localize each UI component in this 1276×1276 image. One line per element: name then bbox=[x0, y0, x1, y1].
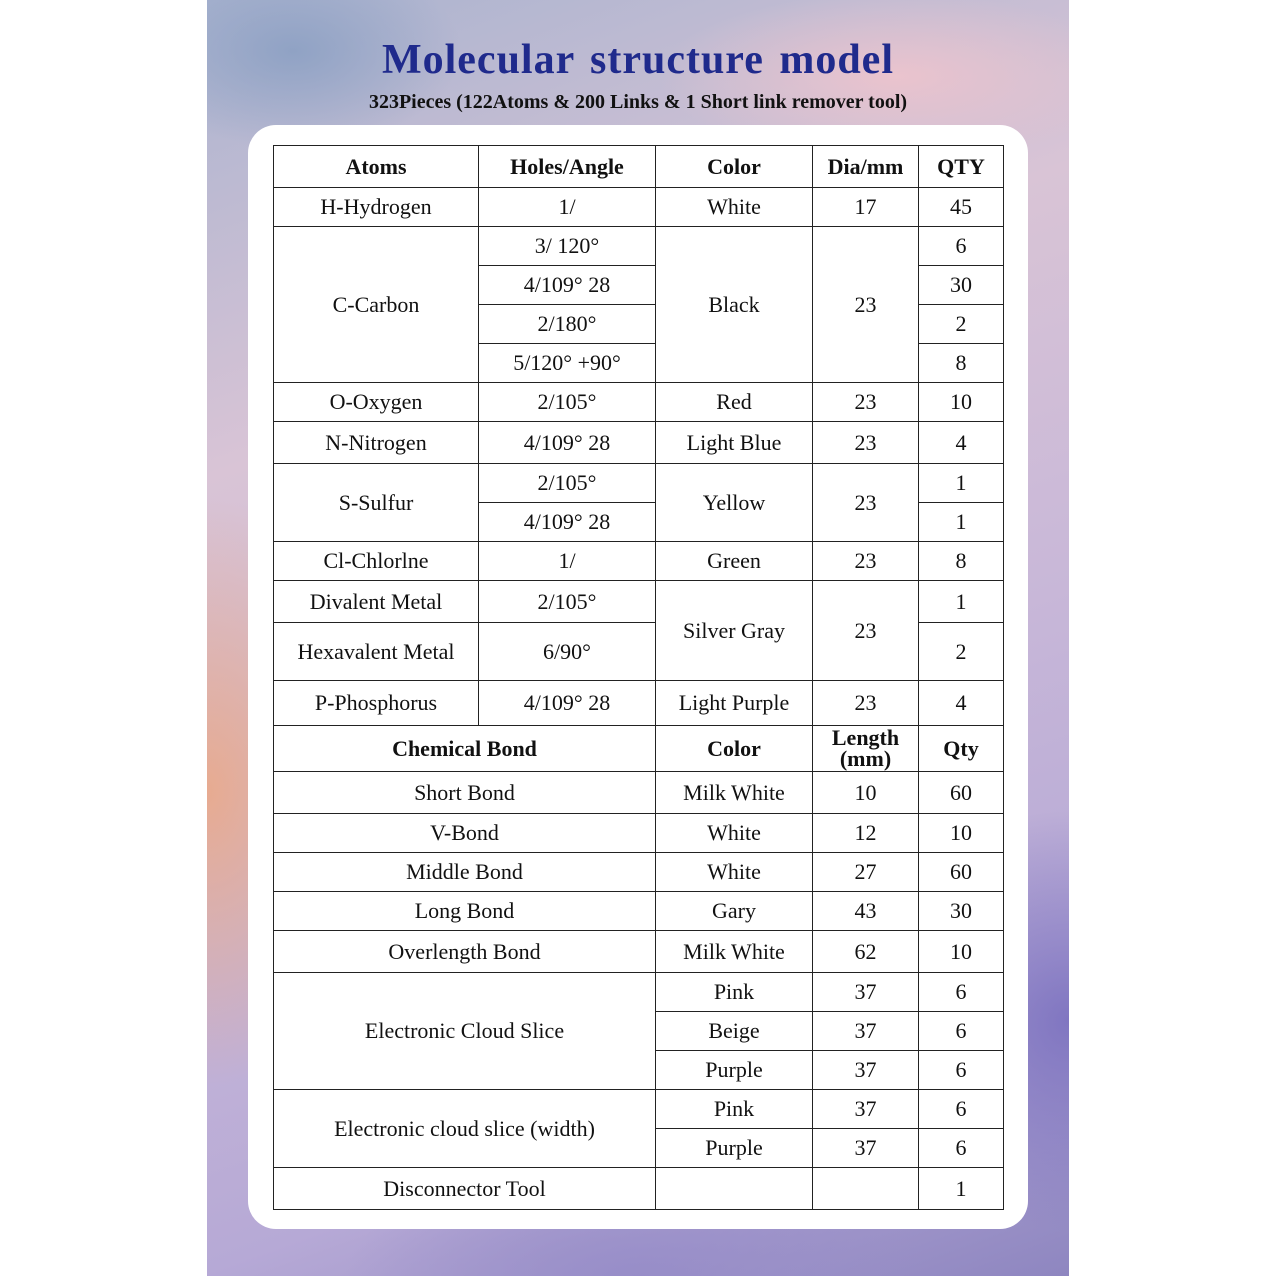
atom-qty: 30 bbox=[919, 266, 1004, 305]
atom-dia: 17 bbox=[813, 188, 919, 227]
bond-length: 37 bbox=[813, 973, 919, 1012]
bond-length: 27 bbox=[813, 853, 919, 892]
atom-name: Cl-Chlorlne bbox=[274, 542, 479, 581]
table-row bbox=[274, 973, 1004, 1012]
bond-color: Pink bbox=[656, 1090, 813, 1129]
atom-holes: 4/109° 28 bbox=[479, 503, 656, 542]
table-row bbox=[274, 1090, 1004, 1129]
bond-color: Milk White bbox=[656, 931, 813, 973]
bond-name: Electronic cloud slice (width) bbox=[274, 1090, 656, 1168]
bond-color: White bbox=[656, 814, 813, 853]
atom-holes: 1/ bbox=[479, 542, 656, 581]
atom-holes: 2/105° bbox=[479, 464, 656, 503]
atom-qty: 1 bbox=[919, 503, 1004, 542]
atom-holes: 4/109° 28 bbox=[479, 422, 656, 464]
bond-color: White bbox=[656, 853, 813, 892]
atom-name: O-Oxygen bbox=[274, 383, 479, 422]
atom-dia: 23 bbox=[813, 464, 919, 542]
bond-qty: 10 bbox=[919, 931, 1004, 973]
table-row bbox=[274, 188, 1004, 227]
table-row bbox=[274, 542, 1004, 581]
atom-qty: 8 bbox=[919, 542, 1004, 581]
bond-name: Disconnector Tool bbox=[274, 1168, 656, 1210]
bond-name: V-Bond bbox=[274, 814, 656, 853]
atom-name: P-Phosphorus bbox=[274, 681, 479, 726]
bond-qty: 60 bbox=[919, 772, 1004, 814]
bond-length: 37 bbox=[813, 1012, 919, 1051]
bond-color: Purple bbox=[656, 1129, 813, 1168]
atom-holes: 4/109° 28 bbox=[479, 681, 656, 726]
atoms-header-row bbox=[274, 146, 1004, 188]
atom-holes: 2/105° bbox=[479, 581, 656, 623]
header-qty: QTY bbox=[919, 146, 1004, 188]
page-title: Molecular structure model bbox=[381, 37, 894, 83]
atom-dia: 23 bbox=[813, 681, 919, 726]
atom-name: Divalent Metal bbox=[274, 581, 479, 623]
bond-qty: 10 bbox=[919, 814, 1004, 853]
atom-holes: 4/109° 28 bbox=[479, 266, 656, 305]
atom-dia: 23 bbox=[813, 581, 919, 681]
bond-qty: 6 bbox=[919, 1012, 1004, 1051]
table-row bbox=[274, 383, 1004, 422]
bond-qty: 6 bbox=[919, 1129, 1004, 1168]
atom-qty: 2 bbox=[919, 623, 1004, 681]
bond-name: Middle Bond bbox=[274, 853, 656, 892]
bond-length: 43 bbox=[813, 892, 919, 931]
atom-color: White bbox=[656, 188, 813, 227]
atom-qty: 8 bbox=[919, 344, 1004, 383]
atom-qty: 4 bbox=[919, 681, 1004, 726]
bond-color: Milk White bbox=[656, 772, 813, 814]
bond-name: Electronic Cloud Slice bbox=[274, 973, 656, 1090]
atom-color: Light Purple bbox=[656, 681, 813, 726]
bond-color: Gary bbox=[656, 892, 813, 931]
header-length: Length (mm) bbox=[813, 726, 919, 772]
table-row bbox=[274, 581, 1004, 623]
atom-qty: 1 bbox=[919, 581, 1004, 623]
atom-holes: 1/ bbox=[479, 188, 656, 227]
atom-color: Black bbox=[656, 227, 813, 383]
table-row bbox=[274, 853, 1004, 892]
bond-color: Pink bbox=[656, 973, 813, 1012]
atom-color: Green bbox=[656, 542, 813, 581]
header-atoms: Atoms bbox=[274, 146, 479, 188]
table-row bbox=[274, 227, 1004, 266]
atom-name: S-Sulfur bbox=[274, 464, 479, 542]
bond-length bbox=[813, 1168, 919, 1210]
atom-qty: 2 bbox=[919, 305, 1004, 344]
header-dia: Dia/mm bbox=[813, 146, 919, 188]
bond-qty: 6 bbox=[919, 1090, 1004, 1129]
header-bond-qty: Qty bbox=[919, 726, 1004, 772]
header-bond-color: Color bbox=[656, 726, 813, 772]
table-row bbox=[274, 1168, 1004, 1210]
bond-qty: 6 bbox=[919, 1051, 1004, 1090]
bond-length: 37 bbox=[813, 1051, 919, 1090]
bond-length: 37 bbox=[813, 1129, 919, 1168]
page-subtitle: 323Pieces (122Atoms & 200 Links & 1 Short link remover tool) bbox=[368, 91, 908, 113]
bond-qty: 1 bbox=[919, 1168, 1004, 1210]
header-holes-angle: Holes/Angle bbox=[479, 146, 656, 188]
atom-color: Yellow bbox=[656, 464, 813, 542]
bond-name: Short Bond bbox=[274, 772, 656, 814]
atom-holes: 2/105° bbox=[479, 383, 656, 422]
table-row bbox=[274, 892, 1004, 931]
bond-color: Purple bbox=[656, 1051, 813, 1090]
atom-dia: 23 bbox=[813, 227, 919, 383]
bond-length: 37 bbox=[813, 1090, 919, 1129]
table-row bbox=[274, 814, 1004, 853]
atom-holes: 2/180° bbox=[479, 305, 656, 344]
spec-table bbox=[273, 145, 1004, 1210]
poster-background bbox=[207, 0, 1069, 1276]
atom-name: Hexavalent Metal bbox=[274, 623, 479, 681]
atom-qty: 6 bbox=[919, 227, 1004, 266]
bond-qty: 30 bbox=[919, 892, 1004, 931]
atom-dia: 23 bbox=[813, 383, 919, 422]
atom-qty: 4 bbox=[919, 422, 1004, 464]
bond-name: Overlength Bond bbox=[274, 931, 656, 973]
atom-color: Silver Gray bbox=[656, 581, 813, 681]
atom-holes: 5/120° +90° bbox=[479, 344, 656, 383]
atom-holes: 6/90° bbox=[479, 623, 656, 681]
bond-qty: 6 bbox=[919, 973, 1004, 1012]
atom-dia: 23 bbox=[813, 422, 919, 464]
bond-length: 10 bbox=[813, 772, 919, 814]
atom-dia: 23 bbox=[813, 542, 919, 581]
bond-qty: 60 bbox=[919, 853, 1004, 892]
atom-qty: 1 bbox=[919, 464, 1004, 503]
header-chemical-bond: Chemical Bond bbox=[274, 726, 656, 772]
bonds-header-row bbox=[274, 726, 1004, 772]
atom-name: H-Hydrogen bbox=[274, 188, 479, 227]
table-row bbox=[274, 931, 1004, 973]
bond-name: Long Bond bbox=[274, 892, 656, 931]
bond-length: 12 bbox=[813, 814, 919, 853]
table-row bbox=[274, 681, 1004, 726]
header-color: Color bbox=[656, 146, 813, 188]
table-row bbox=[274, 464, 1004, 503]
atom-holes: 3/ 120° bbox=[479, 227, 656, 266]
atom-qty: 45 bbox=[919, 188, 1004, 227]
atom-name: N-Nitrogen bbox=[274, 422, 479, 464]
atom-name: C-Carbon bbox=[274, 227, 479, 383]
bond-color bbox=[656, 1168, 813, 1210]
atom-color: Light Blue bbox=[656, 422, 813, 464]
bond-color: Beige bbox=[656, 1012, 813, 1051]
atom-color: Red bbox=[656, 383, 813, 422]
table-row bbox=[274, 772, 1004, 814]
atom-qty: 10 bbox=[919, 383, 1004, 422]
table-row bbox=[274, 422, 1004, 464]
bond-length: 62 bbox=[813, 931, 919, 973]
